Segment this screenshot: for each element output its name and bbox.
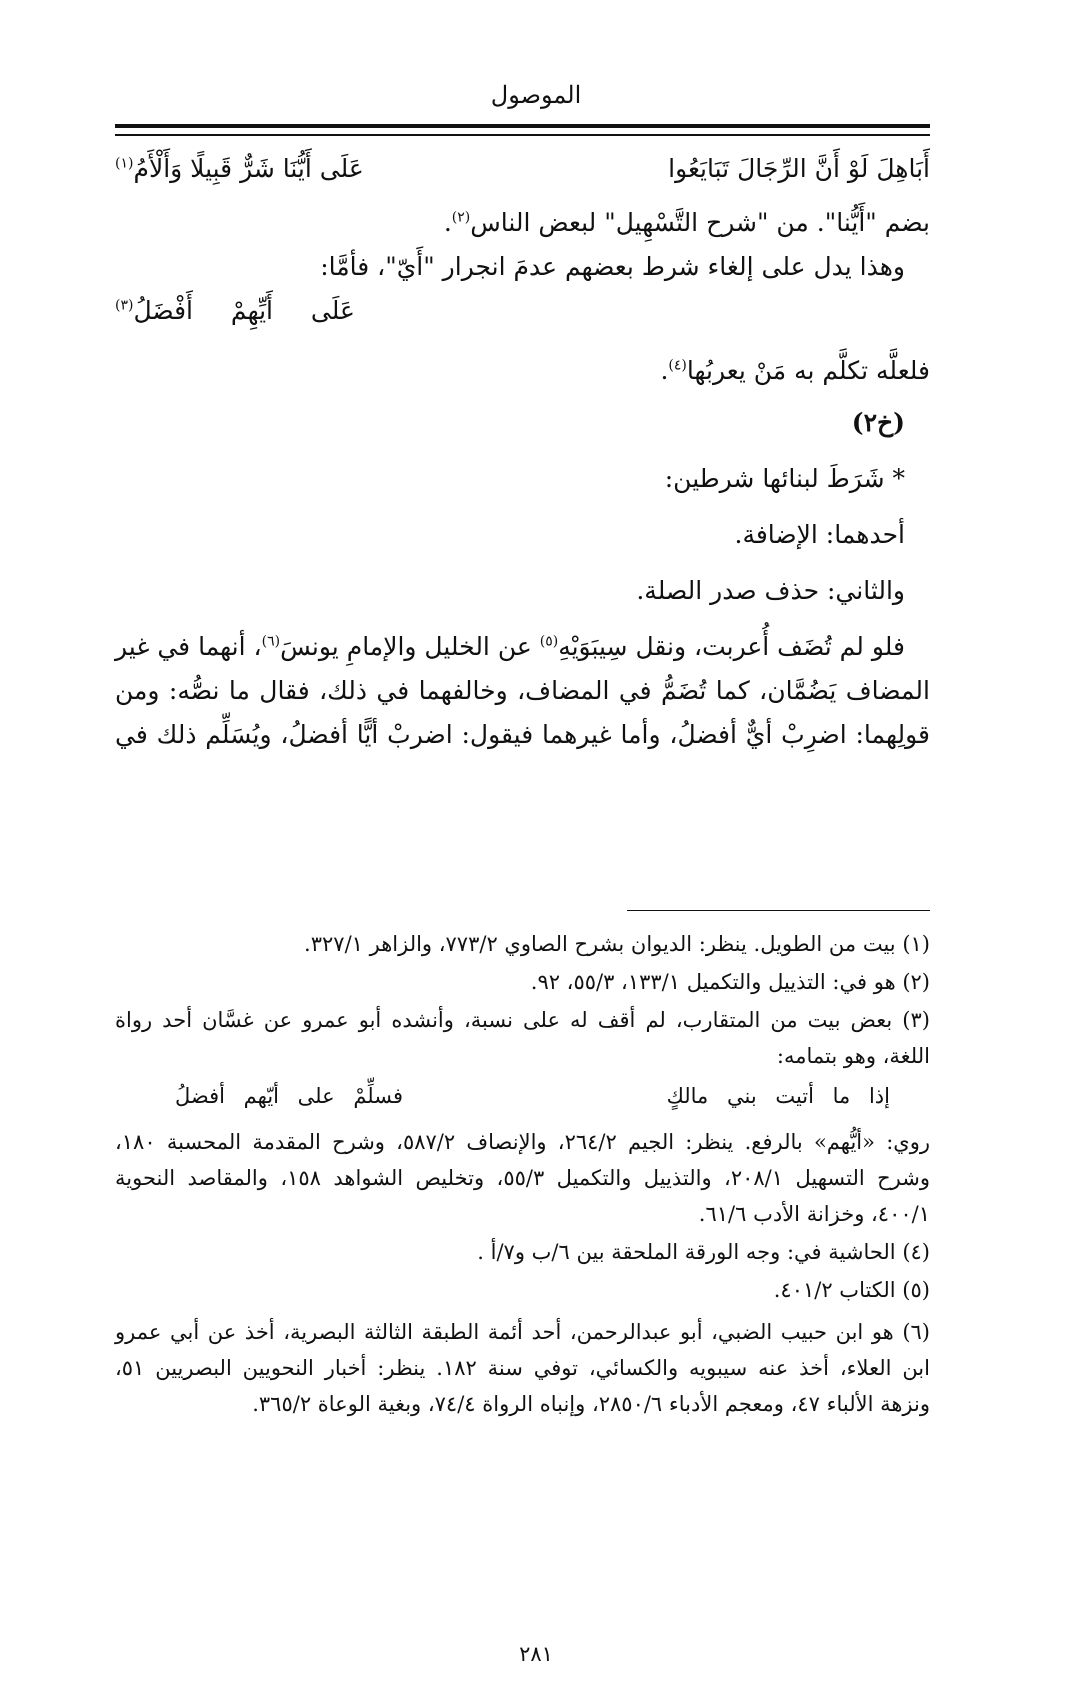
- footnote-3-verse-second: فسلِّمْ على أيّهم أفضلُ: [175, 1084, 404, 1108]
- footnote-2: (٢) هو في: التذييل والتكميل ١٣٣/١، ٥٥/٣، ٩٢.: [530, 970, 930, 994]
- body-line-2: وهذا يدل على إلغاء شرط بعضهم عدمَ انجرار "أَيّ"، فأمَّا:: [320, 252, 905, 281]
- page-number: ٢٨١: [519, 1642, 553, 1666]
- footnote-ref-4: (٤): [668, 357, 687, 374]
- body-line-5: أحدهما: الإضافة.: [734, 520, 905, 549]
- footnote-3-line-5: ٤٠٠/١، وخزانة الأدب ٦١/٦.: [698, 1202, 930, 1226]
- footnote-ref-3: (٣): [115, 297, 134, 314]
- footnote-6-line-1: (٦) هو ابن حبيب الضبي، أبو عبدالرحمن، أحد أئمة الطبقة الثالثة البصرية، أخذ عن أبي عمرو: [115, 1320, 930, 1344]
- footnote-3-line-4: وشرح التسهيل ٢٠٨/١، والتذييل والتكميل ٥٥/٣، وتخليص الشواهد ١٥٨، والمقاصد النحوية: [115, 1166, 930, 1190]
- footnote-5: (٥) الكتاب ٤٠١/٢.: [773, 1278, 930, 1302]
- body-line-1: بضم "أَيُّنا". من "شرح التَّسْهِيل" لبعض الناس$^{(٢)}$.: [443, 208, 930, 237]
- paragraph-line-2: المضاف يَضُمَّان، كما تُضَمُّ في المضاف، وخالفهما في ذلك، فقال ما نصُّه: ومن: [115, 676, 930, 705]
- verse-2: [115, 296, 930, 326]
- header-rule-thick: [115, 124, 930, 128]
- footnote-separator: [627, 910, 930, 911]
- verse-1-second-hemistich: عَلَى أَيُّنَا شَرٌّ قَبِيلًا وَأَلْأَمُ$^{(١)}$: [115, 154, 364, 183]
- main-text: [115, 150, 930, 750]
- footnote-3-line-1: (٣) بعض بيت من المتقارب، لم أقف له على نسبة، وأنشده أبو عمرو عن غسَّان أحد رواة: [115, 1008, 930, 1032]
- verse-2-text: عَلَى أَيِّهِمْ أَفْضَلُ$^{(٣)}$: [115, 296, 355, 325]
- footnote-ref-5: (٥): [539, 633, 559, 650]
- footnote-ref-1: (١): [115, 155, 134, 172]
- paragraph-line-1: فلو لم تُضَف أُعربت، ونقل سِيبَوَيْهِ$^{(٥)}$ عن الخليل والإمامِ يونسَ$^{(٦)}$، أنهما في غير: [114, 632, 905, 661]
- footnote-ref-2: (٢): [451, 209, 471, 226]
- body-line-4: * شَرَطَ لبنائها شرطين:: [664, 464, 905, 493]
- footnote-1: (١) بيت من الطويل. ينظر: الديوان بشرح الصاوي ٧٧٣/٢، والزاهر ٣٢٧/١.: [304, 932, 930, 956]
- footnote-3-verse-first: إذا ما أتيت بني مالكٍ: [666, 1084, 890, 1108]
- verse-1-first-hemistich: أَبَاهِلَ لَوْ أَنَّ الرِّجَالَ تَبَايَعُوا: [668, 154, 930, 183]
- verse-1: [115, 154, 930, 184]
- body-line-3: فلعلَّه تكلَّم به مَنْ يعربُها$^{(٤)}$.: [660, 356, 930, 385]
- body-line-6: والثاني: حذف صدر الصلة.: [636, 576, 905, 605]
- section-heading: (خ٢): [851, 408, 905, 437]
- footnotes: [115, 930, 930, 1418]
- footnote-6-line-3: ونزهة الألباء ٤٧، ومعجم الأدباء ٢٨٥٠/٦، وإنباه الرواة ٧٤/٤، وبغية الوعاة ٣٦٥/٢.: [252, 1392, 930, 1416]
- footnote-6-line-2: ابن العلاء، أخذ عنه سيبويه والكسائي، توفي سنة ١٨٢. ينظر: أخبار النحويين البصريين ٥١،: [115, 1356, 930, 1380]
- footnote-4: (٤) الحاشية في: وجه الورقة الملحقة بين ٦/ب و٧/أ .: [477, 1240, 930, 1264]
- footnote-3-line-2: اللغة، وهو بتمامه:: [776, 1044, 930, 1068]
- footnote-3-line-3: روي: «أيُّهم» بالرفع. ينظر: الجيم ٢٦٤/٢، والإنصاف ٥٨٧/٢، وشرح المقدمة المحسبة ١٨٠،: [115, 1130, 930, 1154]
- header-rule-thin: [115, 134, 930, 136]
- footnote-3-verse: [115, 1084, 930, 1112]
- running-header: الموصول: [490, 81, 582, 109]
- paragraph-line-3: قولِهما: اضرِبْ أيٌّ أفضلُ، وأما غيرهما فيقول: اضربْ أيًّا أفضلُ، ويُسَلِّم ذلك في: [115, 720, 930, 749]
- footnote-ref-6: (٦): [261, 633, 281, 650]
